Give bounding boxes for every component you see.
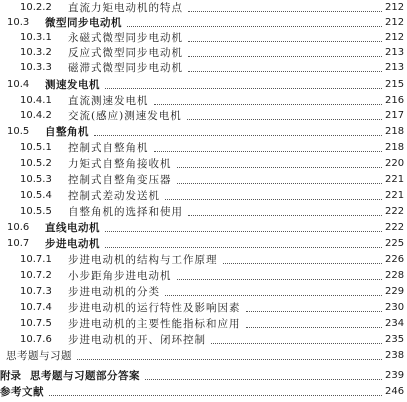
dot-leader [127,26,382,27]
dot-leader [211,343,382,344]
toc-entry-page: 212 [385,2,405,13]
toc-entry-title: 自整角机 [45,126,89,138]
toc-entry-number: 10.7.5 [20,318,52,329]
toc-entry-title: 直线电动机 [45,222,100,234]
toc-entry-number: 10.5.5 [20,206,52,217]
toc-entry-10-5-3[interactable] [0,172,407,188]
dot-leader [188,215,382,216]
toc-entry-number: 10.3 [7,17,30,28]
toc-entry-10-7-3[interactable] [0,284,407,300]
toc-entry-number: 10.3.2 [20,47,52,58]
toc-entry-page: 222 [385,206,405,217]
dot-leader [188,11,382,12]
toc-entry-page: 226 [385,254,405,265]
dot-leader [188,41,382,42]
toc-entry-10-2-2[interactable] [0,0,407,16]
toc-entry-title: 磁滞式微型同步电动机 [68,62,183,74]
toc-entry-title: 测速发电机 [45,79,100,91]
toc-entry-10-3-3[interactable] [0,60,407,76]
dot-leader [246,327,383,328]
toc-entry-title: 力矩式自整角接收机 [68,158,172,170]
toc-entry-10-4-1[interactable] [0,93,407,109]
toc-entry-number: 10.7 [7,238,30,249]
toc-entry-title: 思考题与习题 [6,350,72,362]
toc-entry-page: 216 [385,95,405,106]
toc-entry-title: 步进电动机的运行特性及影响因素 [68,302,241,314]
toc-entry-10-7-6[interactable] [0,332,407,348]
toc-entry-number: 10.3.3 [20,62,52,73]
toc-entry-page: 213 [385,62,405,73]
dot-leader [188,71,382,72]
toc-entry-title: 永磁式微型同步电动机 [68,32,183,44]
toc-entry-title: 小步距角步进电动机 [68,270,172,282]
toc-entry-page: 212 [385,32,405,43]
toc-entry-title: 思考题与习题部分答案 [30,370,140,382]
toc-entry-number: 10.5.2 [20,158,52,169]
dot-leader [223,263,383,264]
toc-entry-page: 212 [385,17,405,28]
toc-entry-page: 215 [385,79,405,90]
toc-entry-number: 10.3.1 [20,32,52,43]
toc-entry-page: 218 [385,142,405,153]
toc-entry-number: 10.4.2 [20,110,52,121]
toc-entry-10-7-5[interactable] [0,316,407,332]
toc-entry-10-4-2[interactable] [0,108,407,124]
dot-leader [177,167,383,168]
toc-entry-page: 218 [385,126,405,137]
toc-entry-10-3[interactable] [0,15,407,31]
toc-entry-page: 217 [385,110,405,121]
toc-entry-title: 步进电动机的分类 [68,286,160,298]
toc-entry-number: 10.4.1 [20,95,52,106]
toc-entry-references[interactable] [0,384,407,400]
toc-entry-number: 附录 [0,370,21,382]
toc-entry-page: 234 [385,318,405,329]
dot-leader [154,104,383,105]
toc-entry-title: 控制式自整角机 [68,142,149,154]
dot-leader [177,183,383,184]
toc-entry-10-3-1[interactable] [0,30,407,46]
dot-leader [165,295,382,296]
dot-leader [105,231,382,232]
toc-entry-title: 步进电动机的结构与工作原理 [68,254,218,266]
toc-entry-number: 10.5.1 [20,142,52,153]
dot-leader [246,311,383,312]
dot-leader [49,395,382,396]
toc-entry-exercises[interactable] [0,348,407,364]
dot-leader [77,359,382,360]
dot-leader [187,119,382,120]
toc-entry-title: 控制式差动发送机 [68,190,160,202]
toc-entry-page: 213 [385,47,405,58]
toc-entry-page: 230 [385,302,405,313]
toc-entry-page: 228 [385,270,405,281]
toc-entry-10-7-4[interactable] [0,300,407,316]
toc-entry-number: 10.5 [7,126,30,137]
toc-entry-page: 229 [385,286,405,297]
toc-entry-10-5-5[interactable] [0,204,407,220]
toc-entry-title: 微型同步电动机 [45,17,122,29]
dot-leader [177,279,383,280]
toc-entry-number: 10.7.6 [20,334,52,345]
toc-entry-title: 反应式微型同步电动机 [68,47,183,59]
toc-entry-10-7-1[interactable] [0,252,407,268]
toc-entry-title: 步进电动机 [45,238,100,250]
toc-entry-number: 10.2.2 [20,2,52,13]
toc-entry-10-3-2[interactable] [0,45,407,61]
toc-entry-appendix[interactable] [0,368,407,384]
toc-entry-number: 10.5.4 [20,190,52,201]
toc-entry-page: 238 [385,350,405,361]
toc-entry-number: 10.7.4 [20,302,52,313]
toc-entry-number: 10.6 [7,222,30,233]
dot-leader [154,151,383,152]
dot-leader [145,379,382,380]
toc-entry-title: 步进电动机的开、闭环控制 [68,334,206,346]
toc-entry-10-5-2[interactable] [0,156,407,172]
toc-entry-10-5-1[interactable] [0,140,407,156]
toc-entry-page: 239 [385,370,405,381]
toc-entry-number: 10.4 [7,79,30,90]
toc-entry-page: 246 [385,386,405,397]
toc-entry-page: 221 [385,190,405,201]
toc-entry-title: 控制式自整角变压器 [68,174,172,186]
toc-entry-page: 235 [385,334,405,345]
toc-entry-number: 10.7.1 [20,254,52,265]
dot-leader [105,247,382,248]
toc-entry-10-5[interactable] [0,124,407,140]
toc-entry-page: 222 [385,222,405,233]
toc-entry-10-6[interactable] [0,220,407,236]
toc-entry-title: 直流测速发电机 [68,95,149,107]
toc-entry-page: 225 [385,238,405,249]
toc-entry-number: 10.7.2 [20,270,52,281]
toc-entry-10-7[interactable] [0,236,407,252]
dot-leader [188,56,382,57]
toc-entry-10-4[interactable] [0,77,407,93]
dot-leader [94,135,382,136]
toc-entry-title: 交流(感应)测速发电机 [68,110,182,122]
dot-leader [105,88,382,89]
toc-entry-title: 自整角机的选择和使用 [68,206,183,218]
toc-entry-title: 参考文献 [0,386,44,398]
dot-leader [165,199,382,200]
toc-entry-title: 步进电动机的主要性能指标和应用 [68,318,241,330]
toc-entry-10-5-4[interactable] [0,188,407,204]
toc-entry-number: 10.7.3 [20,286,52,297]
toc-entry-page: 221 [385,174,405,185]
toc-entry-10-7-2[interactable] [0,268,407,284]
toc-entry-page: 220 [385,158,405,169]
toc-entry-title: 直流力矩电动机的特点 [68,2,183,14]
toc-entry-number: 10.5.3 [20,174,52,185]
